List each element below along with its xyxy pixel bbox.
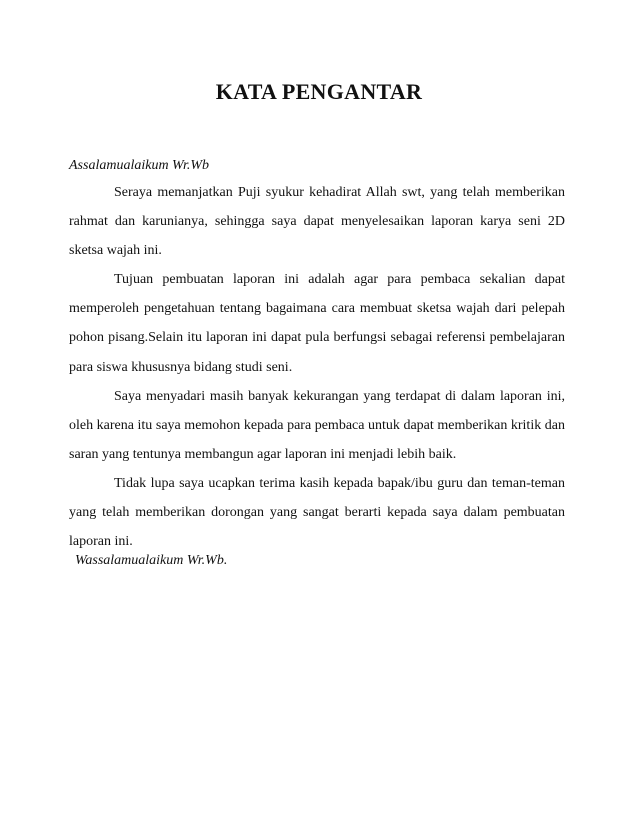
paragraph-gratitude: Seraya memanjatkan Puji syukur kehadirat Allah swt, yang telah memberikan rahmat dan karunianya, sehingga saya dapat menyelesaikan laporan karya seni 2D sketsa wajah ini.	[69, 185, 565, 259]
greeting-text: Assalamualaikum Wr.Wb	[69, 158, 209, 173]
paragraph-purpose: Tujuan pembuatan laporan ini adalah agar para pembaca sekalian dapat memperoleh pengetahuan tentang bagaimana cara membuat sketsa wajah dari pelepah pohon pisang.Selain itu laporan ini dapat pula berfungsi sebagai referensi pembelajaran para siswa khususnya bidang studi seni.	[69, 272, 565, 375]
paragraph-thanks: Tidak lupa saya ucapkan terima kasih kepada bapak/ibu guru dan teman-teman yang telah memberikan dorongan yang sangat berarti kepada saya dalam pembuatan laporan ini.	[69, 475, 565, 550]
page-title: KATA PENGANTAR	[215, 79, 423, 104]
paragraph-shortcomings: Saya menyadari masih banyak kekurangan yang terdapat di dalam laporan ini, oleh karena itu saya memohon kepada para pembaca untuk dapat memberikan kritik dan saran yang tentunya membangun agar laporan ini menjadi lebih baik.	[69, 388, 565, 462]
closing-text: Wassalamualaikum Wr.Wb.	[75, 553, 228, 568]
body-text	[69, 178, 565, 556]
